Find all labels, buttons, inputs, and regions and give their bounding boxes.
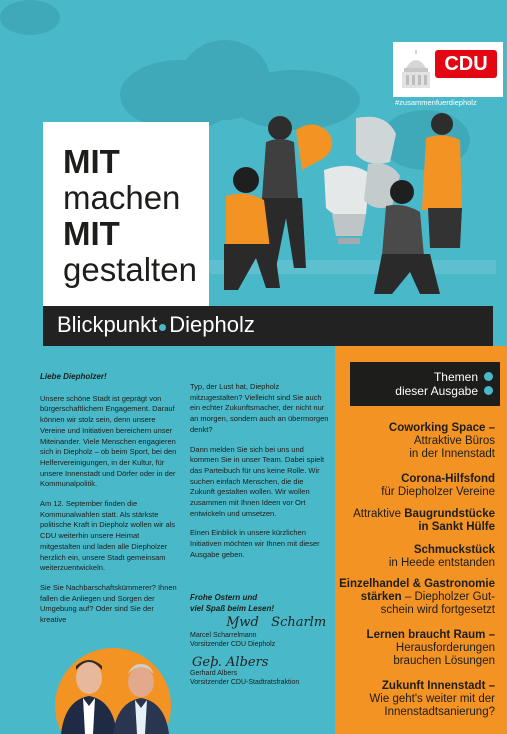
- building-dome-icon: [398, 48, 434, 92]
- letter-column-2: [190, 382, 330, 570]
- topic-text: Attraktive: [353, 508, 405, 520]
- themen-label: dieser Ausgabe: [395, 384, 478, 398]
- topic-text: in Heede entstanden: [388, 557, 495, 569]
- topic-text: Attraktive Büros: [413, 435, 495, 447]
- paragraph: Typ, der Lust hat, Diepholz mitzugestalten? Vielleicht sind Sie auch ein echter Zukunftsmacher, der nicht nur an morgen, sondern auch an übermorgen denkt?: [190, 382, 329, 434]
- signer: [190, 669, 335, 687]
- signer-name: Gerhard Albers: [190, 670, 238, 677]
- topic-bold: Baugrundstücke: [404, 508, 495, 520]
- signer-role: Vorsitzender CDU Diepholz: [190, 641, 276, 648]
- blickpunkt-banner: [43, 306, 493, 346]
- paragraph: Am 12. September finden die Kommunalwahlen statt. Als stärkste politische Kraft in Diepholz wollen wir als CDU weiterhin unsere Heimat mitgestalten und laden alle Diepholzer herzlich ein, unsere Stadt gemeinsam weiterzuentwickeln.: [40, 499, 176, 573]
- topic-bold: stärken: [360, 591, 402, 603]
- closing-line: viel Spaß beim Lesen!: [190, 604, 275, 613]
- dot-icon: [484, 372, 493, 381]
- dot-icon: [159, 324, 166, 331]
- banner-word: Blickpunkt: [57, 312, 158, 337]
- themen-label: Themen: [433, 370, 478, 384]
- signer: [190, 631, 330, 649]
- background-cloud: [0, 0, 60, 35]
- topic-text: für Diepholzer Vereine: [381, 486, 495, 498]
- person-figure: [422, 113, 462, 248]
- topic-text: Innenstadtsanierung?: [384, 706, 495, 718]
- paragraph: Sie Sie Nachbarschaftskümmerer? Ihnen fallen die Anliegen und Sorgen der Umgebung auf? Oder sind Sie der kreative: [40, 582, 177, 625]
- signature-scrawl: Geþ. Albers: [192, 655, 269, 670]
- topic-text: brauchen Lösungen: [393, 655, 495, 667]
- puzzle-pieces: [296, 117, 400, 244]
- topic-item: [339, 578, 495, 617]
- paragraph: Unsere schöne Stadt ist geprägt von bürgerschaftlichem Engagement. Darauf können wir stolz sein, denn unsere Vereine und Initiativen bereichern unser Miteinander. Viele Menschen engagieren sich in Diepholz – ob beim Sport, bei den Helfervereinigungen, in der Kultur, für unsere Innenstadt und Dörfer oder in der Kommunalpolitik.: [40, 393, 177, 489]
- topic-bold: Coworking Space –: [388, 422, 495, 434]
- title-line: MIT: [63, 143, 120, 180]
- banner-word: Diepholz: [169, 312, 255, 337]
- topic-bold: Lernen braucht Raum –: [366, 629, 495, 641]
- themen-header: [350, 362, 500, 406]
- topic-bold: Zukunft Innenstadt –: [381, 680, 495, 692]
- topic-item: [353, 508, 495, 534]
- closing-line: Frohe Ostern und: [190, 593, 258, 602]
- signature-scrawl: Ɱwd Scharlm: [226, 615, 327, 630]
- topic-text: – Diepholzer Gut-: [401, 591, 495, 603]
- topic-bold: Corona-Hilfsfond: [401, 473, 495, 485]
- signer-name: Marcel Scharrelmann: [190, 632, 257, 639]
- title-box: [43, 122, 209, 306]
- closing: [190, 592, 330, 614]
- dot-icon: [484, 386, 493, 395]
- title-line: machen: [63, 179, 181, 216]
- puzzle-people-illustration: [206, 110, 496, 310]
- topic-item: [381, 473, 495, 499]
- letter-column-1: [40, 372, 180, 635]
- topic-item: [369, 680, 495, 719]
- cdu-badge: CDU: [435, 50, 497, 78]
- hashtag: #zusammenfuerdiepholz: [395, 98, 477, 107]
- paragraph: Dann melden Sie sich bei uns und kommen Sie in unser Team. Dabei spielt das Parteibuch für uns keine Rolle. Wir suchen einfach Menschen, die die Zukunft gestalten wollen. Wir wollen zusammen mit Ihnen Ideen vor Ort entwickeln und umsetzen.: [190, 444, 325, 518]
- topic-text: in der Innenstadt: [409, 448, 495, 460]
- salutation: Liebe Diepholzer!: [40, 372, 107, 381]
- topic-text: Wie geht's weiter mit der: [369, 693, 495, 705]
- cdu-logo: [393, 42, 503, 97]
- topic-text: Herausforderungen: [395, 642, 495, 654]
- paragraph: Einen Einblick in unsere kürzlichen Initiativen möchten wir Ihnen mit dieser Ausgabe geben.: [190, 528, 320, 559]
- signer-role: Vorsitzender CDU-Stadtratsfraktion: [190, 679, 300, 686]
- portrait-photo: [43, 646, 183, 734]
- topic-bold: Schmuckstück: [413, 544, 495, 556]
- title-line: gestalten: [63, 251, 197, 288]
- topic-text: schein wird fortgesetzt: [380, 604, 495, 616]
- topic-item: [389, 422, 495, 461]
- topic-bold: in Sankt Hülfe: [418, 521, 495, 533]
- topic-item: [367, 629, 495, 668]
- topic-bold: Einzelhandel & Gastronomie: [339, 578, 495, 590]
- title-line: MIT: [63, 215, 120, 252]
- banner-title: [57, 312, 255, 338]
- topic-item: [389, 544, 495, 570]
